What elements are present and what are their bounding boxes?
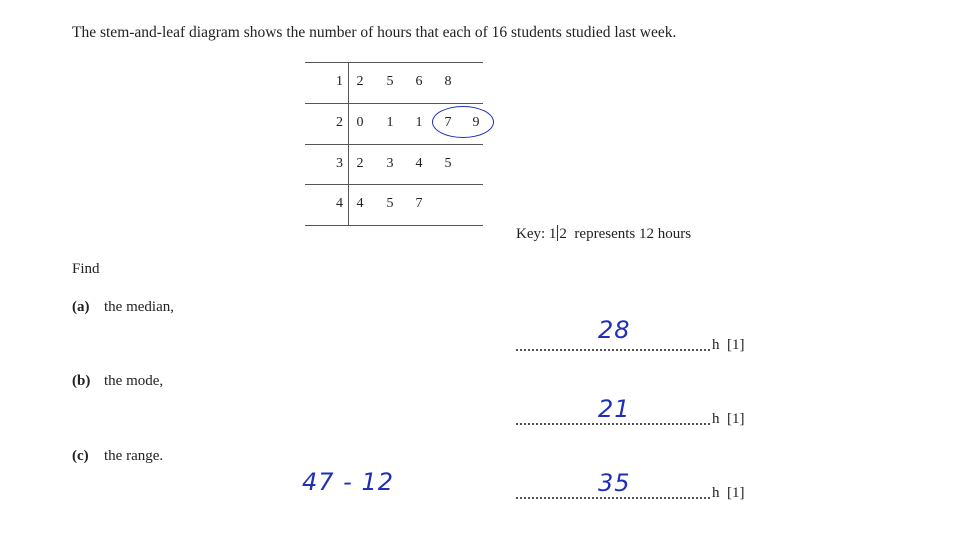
unit-text: h: [712, 337, 720, 353]
leaf-value: 1: [415, 115, 423, 130]
answer-unit: [712, 485, 745, 502]
leaf-value: 3: [386, 156, 394, 171]
median-circle-annotation: [432, 106, 494, 138]
question-text: the median,: [104, 299, 174, 315]
marks-text: [1]: [727, 411, 745, 427]
leaf-value: 7: [444, 115, 452, 130]
leaf-value: 2: [356, 156, 364, 171]
stem-value: 2: [336, 115, 343, 130]
question-label: (b): [72, 373, 91, 389]
stem-value: 3: [336, 156, 343, 171]
leaf-value: 6: [415, 74, 423, 89]
key-suffix: 2: [559, 226, 567, 242]
key-prefix: Key: 1: [516, 226, 557, 242]
key-note: [516, 225, 691, 243]
leaf-value: 5: [386, 74, 394, 89]
unit-text: h: [712, 485, 720, 501]
stem-leaf-diagram: [305, 62, 483, 226]
unit-text: h: [712, 411, 720, 427]
stem-row: [305, 62, 483, 103]
marks-text: [1]: [727, 485, 745, 501]
answer-line[interactable]: [516, 347, 710, 351]
handwritten-answer: 28: [598, 316, 631, 344]
question-label: (c): [72, 448, 89, 464]
leaf-value: 2: [356, 74, 364, 89]
question-text: the range.: [104, 448, 164, 464]
find-label: Find: [72, 261, 100, 277]
question-intro: The stem-and-leaf diagram shows the number of hours that each of 16 students studied last week.: [72, 24, 677, 41]
answer-unit: [712, 337, 745, 354]
question-b: [72, 373, 163, 390]
handwritten-answer: 35: [598, 469, 631, 497]
leaf-value: 9: [472, 115, 480, 130]
answer-unit: [712, 411, 745, 428]
question-label: (a): [72, 299, 90, 315]
key-text: represents 12 hours: [574, 226, 692, 242]
answer-line[interactable]: [516, 421, 710, 425]
marks-text: [1]: [727, 337, 745, 353]
stem-value: 1: [336, 74, 343, 89]
leaf-value: 8: [444, 74, 452, 89]
handwritten-working: 47 - 12: [302, 468, 394, 496]
leaf-value: 4: [415, 156, 423, 171]
handwritten-answer: 21: [598, 395, 631, 423]
leaf-value: 1: [386, 115, 394, 130]
question-a: [72, 299, 174, 316]
stem-row: [305, 184, 483, 225]
leaf-value: 5: [386, 196, 394, 211]
stem-value: 4: [336, 196, 343, 211]
table-bottom-line: [305, 225, 483, 226]
leaf-value: 7: [415, 196, 423, 211]
question-c: [72, 448, 163, 465]
leaf-value: 5: [444, 156, 452, 171]
question-text: the mode,: [104, 373, 164, 389]
answer-line[interactable]: [516, 495, 710, 499]
leaf-value: 0: [356, 115, 364, 130]
leaf-value: 4: [356, 196, 364, 211]
stem-row: [305, 144, 483, 185]
